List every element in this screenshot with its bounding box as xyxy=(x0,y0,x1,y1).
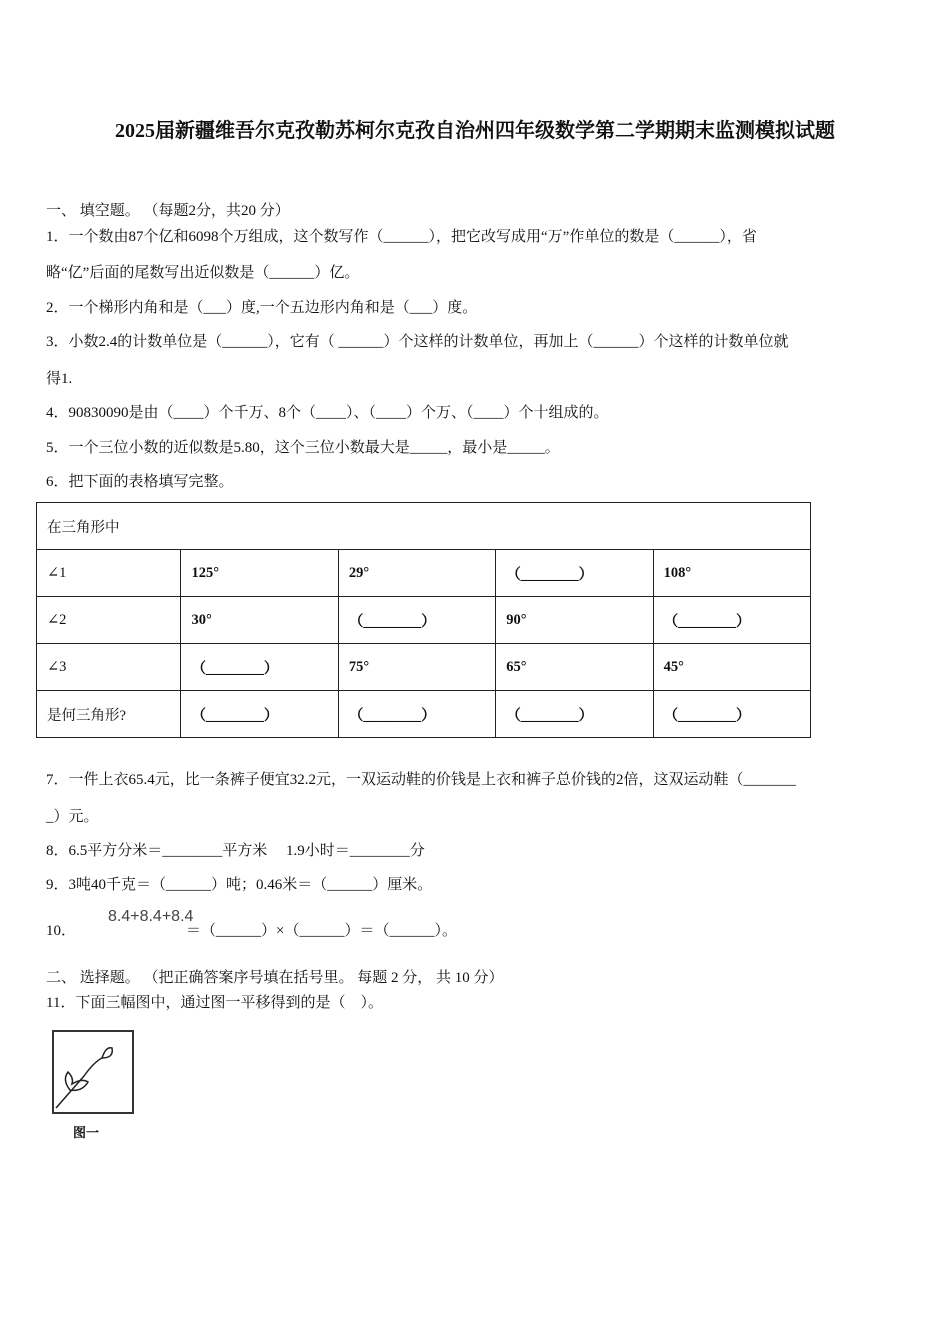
table-cell: 45° xyxy=(653,644,810,691)
table-cell: 29° xyxy=(338,550,495,597)
question-10-number: 10． xyxy=(46,923,77,939)
question-3-line-2: 得1. xyxy=(46,371,73,387)
branch-icon xyxy=(54,1032,132,1112)
section-heading-choice: 二、 选择题。 （把正确答案序号填在括号里。 每题 2 分， 共 10 分） xyxy=(46,970,504,986)
question-10-expression: 8.4+8.4+8.4 xyxy=(108,908,194,925)
question-9: 9．3吨40千克＝（______）吨；0.46米＝（______）厘米。 xyxy=(46,877,433,893)
table-cell: 30° xyxy=(181,597,338,644)
question-3-line-1: 3．小数2.4的计数单位是（______），它有（ ______）个这样的计数单位，再加上（______）个这样的计数单位就 xyxy=(46,334,789,350)
question-7-line-1: 7．一件上衣65.4元，比一条裤子便宜32.2元，一双运动鞋的价钱是上衣和裤子总价钱的2倍，这双运动鞋（_______ xyxy=(46,772,797,788)
figure-one-label: 图一 xyxy=(73,1125,100,1140)
table-row xyxy=(37,597,811,644)
question-6: 6．把下面的表格填写完整。 xyxy=(46,474,234,490)
figure-one-branch-image xyxy=(52,1030,134,1114)
table-row xyxy=(37,691,811,738)
section-heading-fill-in: 一、 填空题。 （每题2分，共20 分） xyxy=(46,203,290,219)
question-4: 4．90830090是由（____）个千万、8个（____）、（____）个万、（____）个十组成的。 xyxy=(46,405,609,421)
question-8: 8．6.5平方分米＝________平方米 1.9小时＝________分 xyxy=(46,843,425,859)
table-cell: （________） xyxy=(181,644,338,691)
table-cell: （________） xyxy=(181,691,338,738)
question-1-line-2: 略“亿”后面的尾数写出近似数是（______）亿。 xyxy=(46,265,360,281)
question-7-line-2: _）元。 xyxy=(46,809,99,825)
table-cell: （________） xyxy=(653,691,810,738)
table-cell: （________） xyxy=(338,691,495,738)
question-2: 2．一个梯形内角和是（___）度,一个五边形内角和是（___）度。 xyxy=(46,300,478,316)
table-row xyxy=(37,644,811,691)
table-cell: ∠1 xyxy=(37,550,181,597)
table-cell: ∠3 xyxy=(37,644,181,691)
table-cell: 108° xyxy=(653,550,810,597)
table-header: 在三角形中 xyxy=(37,503,811,550)
page-title: 2025届新疆维吾尔克孜勒苏柯尔克孜自治州四年级数学第二学期期末监测模拟试题 xyxy=(115,120,835,142)
table-cell: 是何三角形? xyxy=(37,691,181,738)
table-cell: （________） xyxy=(338,597,495,644)
table-cell: 90° xyxy=(496,597,653,644)
table-cell: （________） xyxy=(496,550,653,597)
table-cell: 75° xyxy=(338,644,495,691)
table-cell: （________） xyxy=(496,691,653,738)
question-10-blanks: ＝（______）×（______）＝（______）。 xyxy=(186,923,457,939)
question-5: 5．一个三位小数的近似数是5.80，这个三位小数最大是_____，最小是_____。 xyxy=(46,440,560,456)
table-cell: 65° xyxy=(496,644,653,691)
triangle-table xyxy=(36,502,811,738)
table-row xyxy=(37,550,811,597)
table-cell: ∠2 xyxy=(37,597,181,644)
table-cell: 125° xyxy=(181,550,338,597)
table-cell: （________） xyxy=(653,597,810,644)
question-1-line-1: 1．一个数由87个亿和6098个万组成，这个数写作（______），把它改写成用“万”作单位的数是（______），省 xyxy=(46,229,757,245)
question-11: 11．下面三幅图中，通过图一平移得到的是（ ）。 xyxy=(46,995,383,1011)
